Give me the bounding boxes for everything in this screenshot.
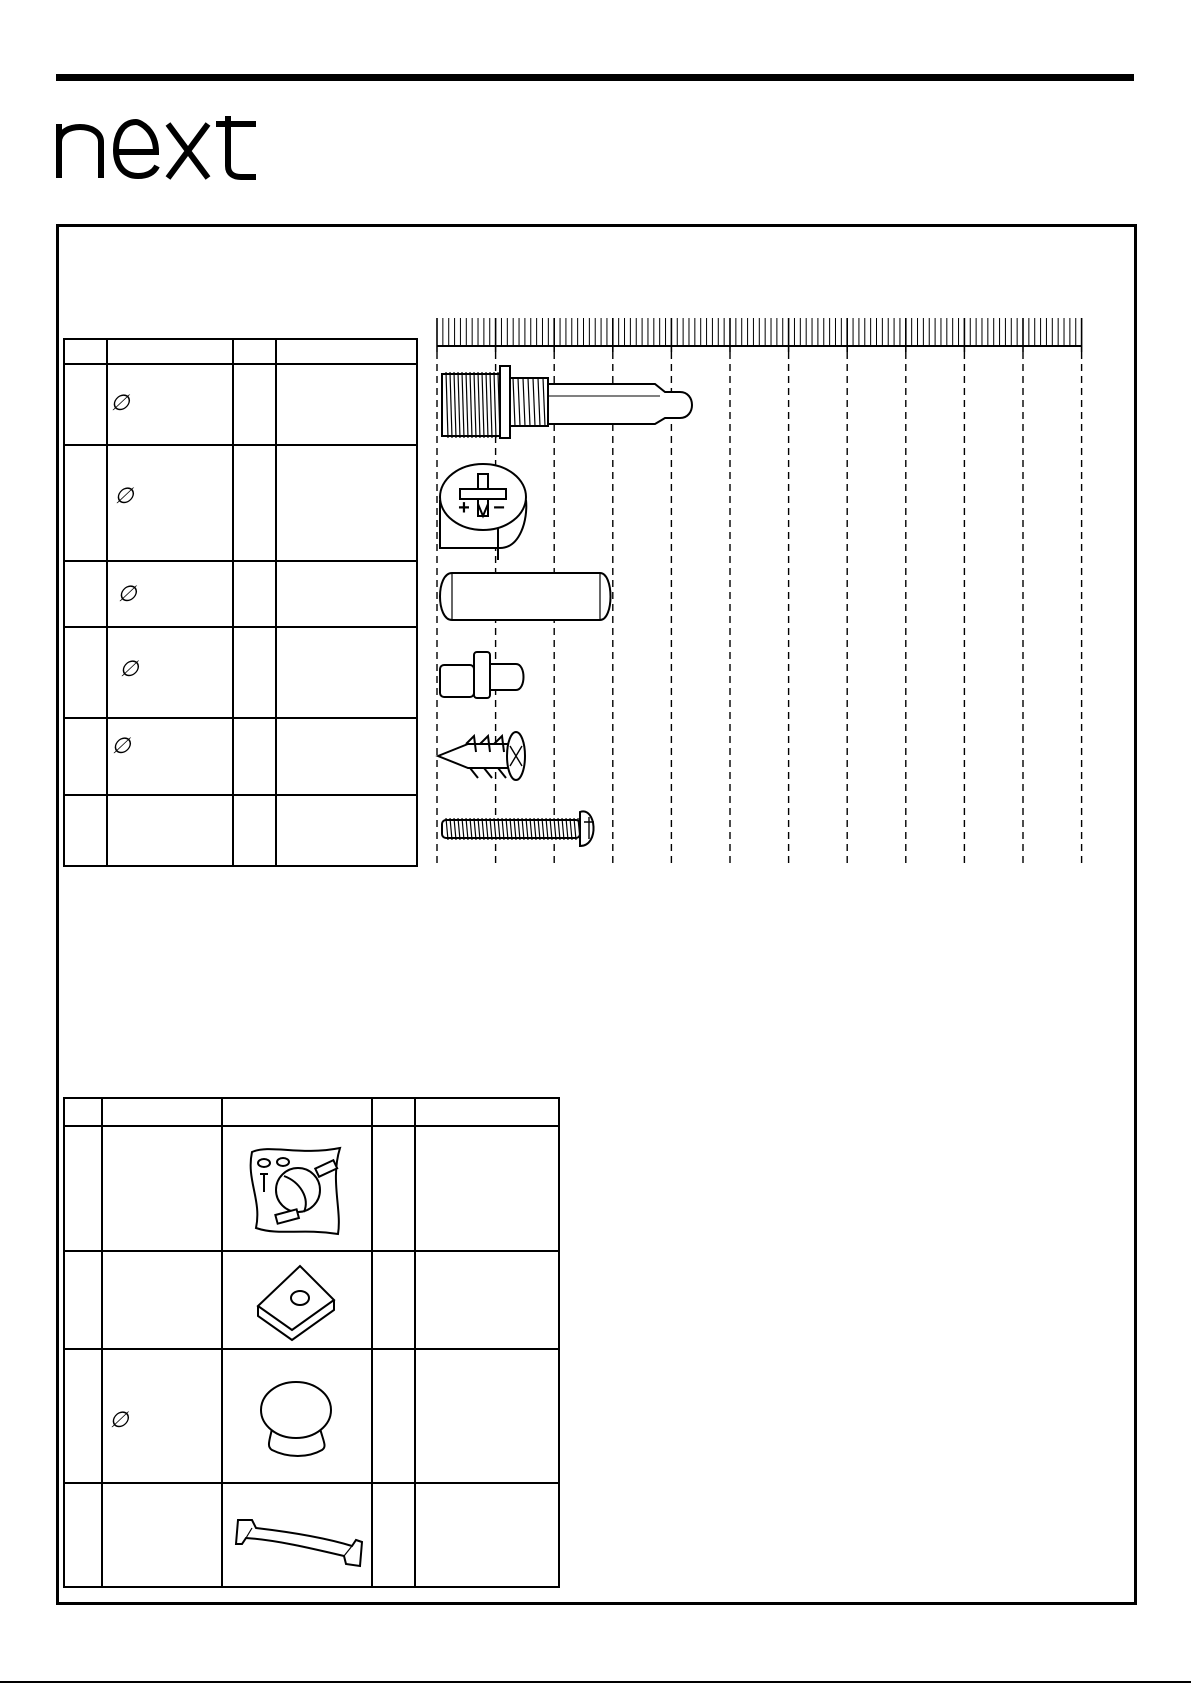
wall-fixing-kit-icon — [251, 1148, 340, 1234]
fitting-parts — [438, 366, 692, 846]
cam-bolt-icon — [442, 366, 692, 438]
diameter-symbol: ∅ — [109, 1407, 129, 1432]
cam-bolt-shaft — [548, 384, 692, 424]
plus-mark: + — [458, 497, 470, 519]
bar-handle — [236, 1520, 362, 1566]
shelf-pin-head — [440, 665, 474, 697]
accessories-table-text — [109, 1407, 129, 1432]
knob-icon — [261, 1382, 331, 1456]
countersunk-screw-icon — [438, 732, 525, 780]
accessory-parts — [236, 1148, 362, 1566]
machine-screw-head — [580, 811, 594, 846]
wooden-dowel-icon — [440, 573, 611, 620]
dowel-body — [440, 573, 611, 620]
shelf-pin-icon — [440, 652, 524, 698]
bar-handle-icon — [236, 1520, 362, 1566]
cam-lock-icon — [440, 464, 526, 560]
corner-block-icon — [258, 1266, 334, 1340]
diameter-symbol: ∅ — [114, 483, 134, 508]
shelf-pin-shank — [490, 664, 524, 690]
measuring-ruler — [437, 318, 1082, 352]
knob-head — [261, 1382, 331, 1438]
diameter-symbol: ∅ — [117, 581, 137, 606]
bottom-rule — [0, 1681, 1191, 1683]
diameter-symbol: ∅ — [111, 733, 131, 758]
minus-mark: − — [493, 497, 505, 519]
diameter-symbol: ∅ — [119, 656, 139, 681]
machine-screw-icon — [442, 811, 594, 846]
diameter-symbol: ∅ — [110, 390, 130, 415]
screw-shaft — [438, 744, 510, 768]
